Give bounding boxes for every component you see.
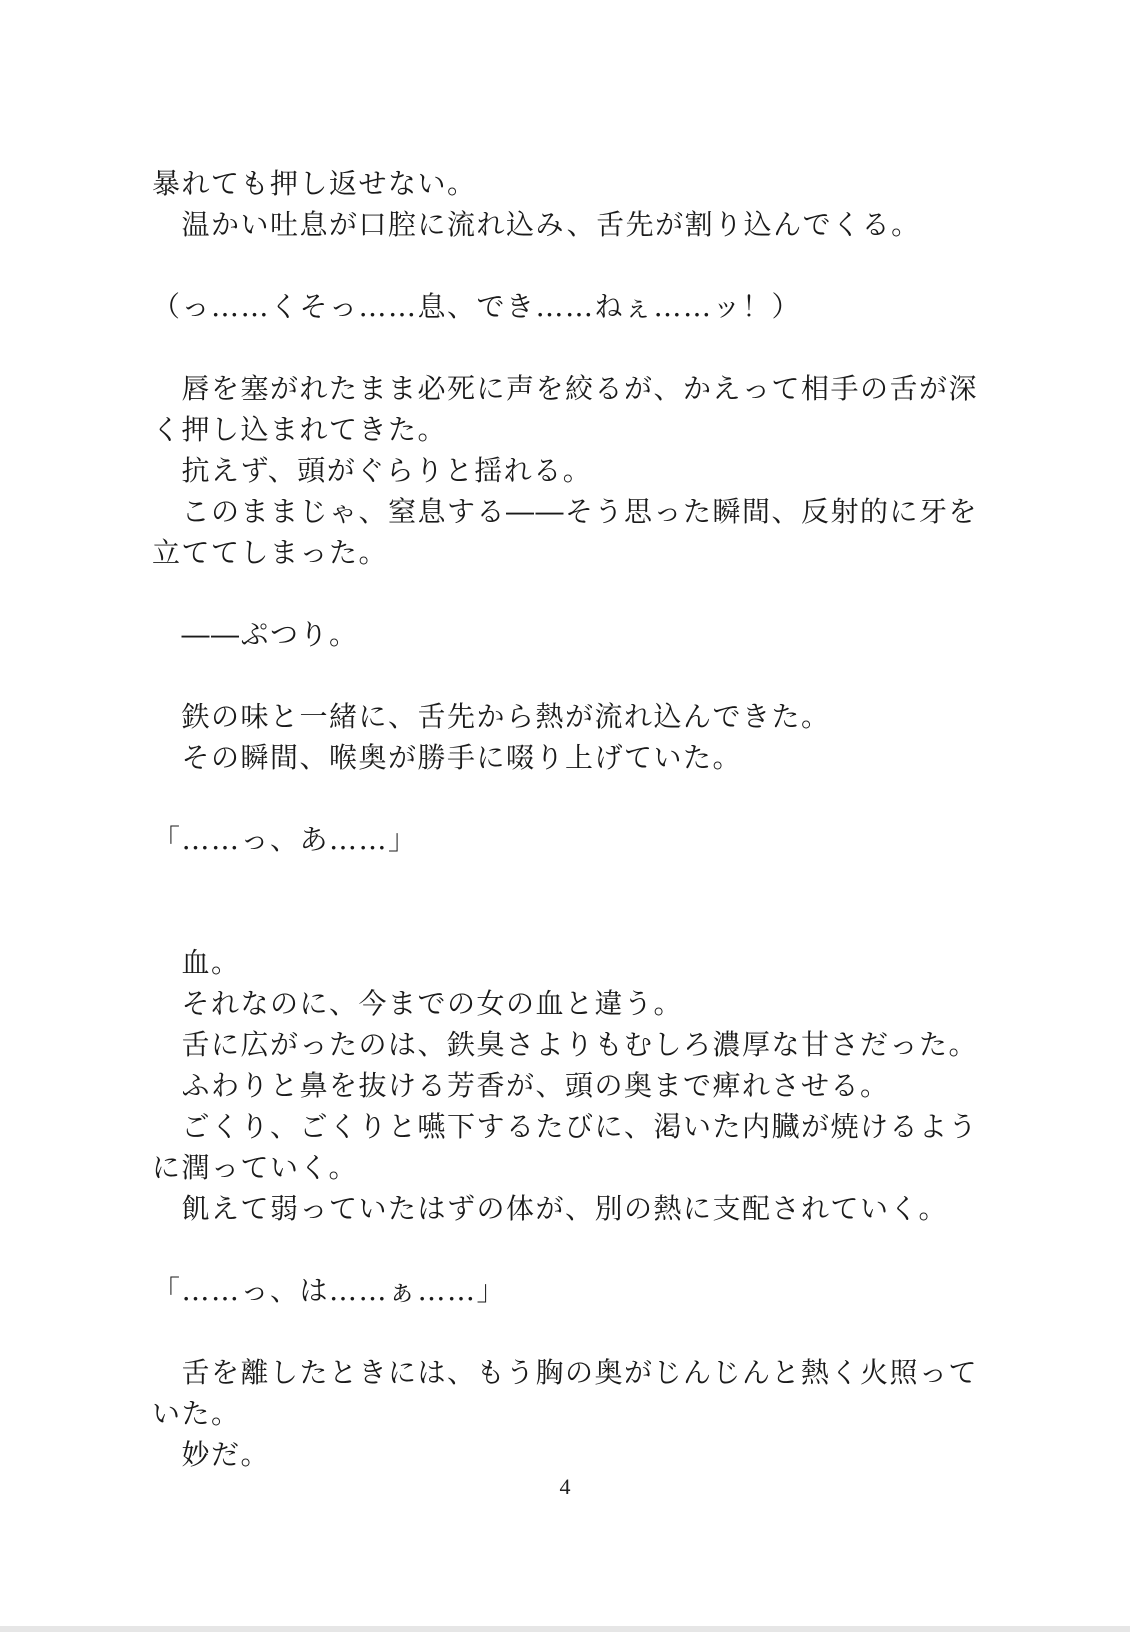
text-line: その瞬間、喉奥が勝手に啜り上げていた。 <box>152 741 743 774</box>
text-line: 舌に広がったのは、鉄臭さよりもむしろ濃厚な甘さだった。 <box>152 1028 979 1061</box>
text-line: 「……っ、は……ぁ……」 <box>152 1274 507 1307</box>
blank-line <box>152 860 1012 901</box>
blank-line <box>152 901 1012 942</box>
page-bottom-edge <box>0 1626 1130 1632</box>
text-line: ふわりと鼻を抜ける芳香が、頭の奥まで痺れさせる。 <box>152 1069 890 1102</box>
blank-line <box>152 1229 1012 1270</box>
text-line: に潤っていく。 <box>152 1151 358 1184</box>
body-text <box>152 163 1012 1475</box>
text-line: 立ててしまった。 <box>152 536 389 569</box>
text-line: 抗えず、頭がぐらりと揺れる。 <box>152 454 593 487</box>
blank-line <box>152 245 1012 286</box>
text-line: ――ぷつり。 <box>152 618 359 651</box>
page-number: 4 <box>559 1474 571 1499</box>
text-line: 血。 <box>152 946 241 979</box>
text-line: 舌を離したときには、もう胸の奥がじんじんと熱く火照って <box>152 1356 979 1389</box>
text-line: ごくり、ごくりと嚥下するたびに、渇いた内臓が焼けるよう <box>152 1110 979 1143</box>
text-line: 温かい吐息が口腔に流れ込み、舌先が割り込んでくる。 <box>152 208 921 241</box>
text-line: 唇を塞がれたまま必死に声を絞るが、かえって相手の舌が深 <box>152 372 979 405</box>
blank-line <box>152 327 1012 368</box>
text-line: （っ……くそっ……息、でき……ねぇ……ッ！） <box>152 290 802 323</box>
text-line: それなのに、今までの女の血と違う。 <box>152 987 684 1020</box>
blank-line <box>152 778 1012 819</box>
blank-line <box>152 1311 1012 1352</box>
text-line: 鉄の味と一緒に、舌先から熱が流れ込んできた。 <box>152 700 831 733</box>
text-line: 「……っ、あ……」 <box>152 823 418 856</box>
text-line: 暴れても押し返せない。 <box>152 167 477 200</box>
text-line: く押し込まれてきた。 <box>152 413 448 446</box>
text-line: 飢えて弱っていたはずの体が、別の熱に支配されていく。 <box>152 1192 948 1225</box>
text-line: 妙だ。 <box>152 1438 271 1471</box>
blank-line <box>152 655 1012 696</box>
text-line: いた。 <box>152 1397 241 1430</box>
text-line: このままじゃ、窒息する――そう思った瞬間、反射的に牙を <box>152 495 979 528</box>
blank-line <box>152 573 1012 614</box>
